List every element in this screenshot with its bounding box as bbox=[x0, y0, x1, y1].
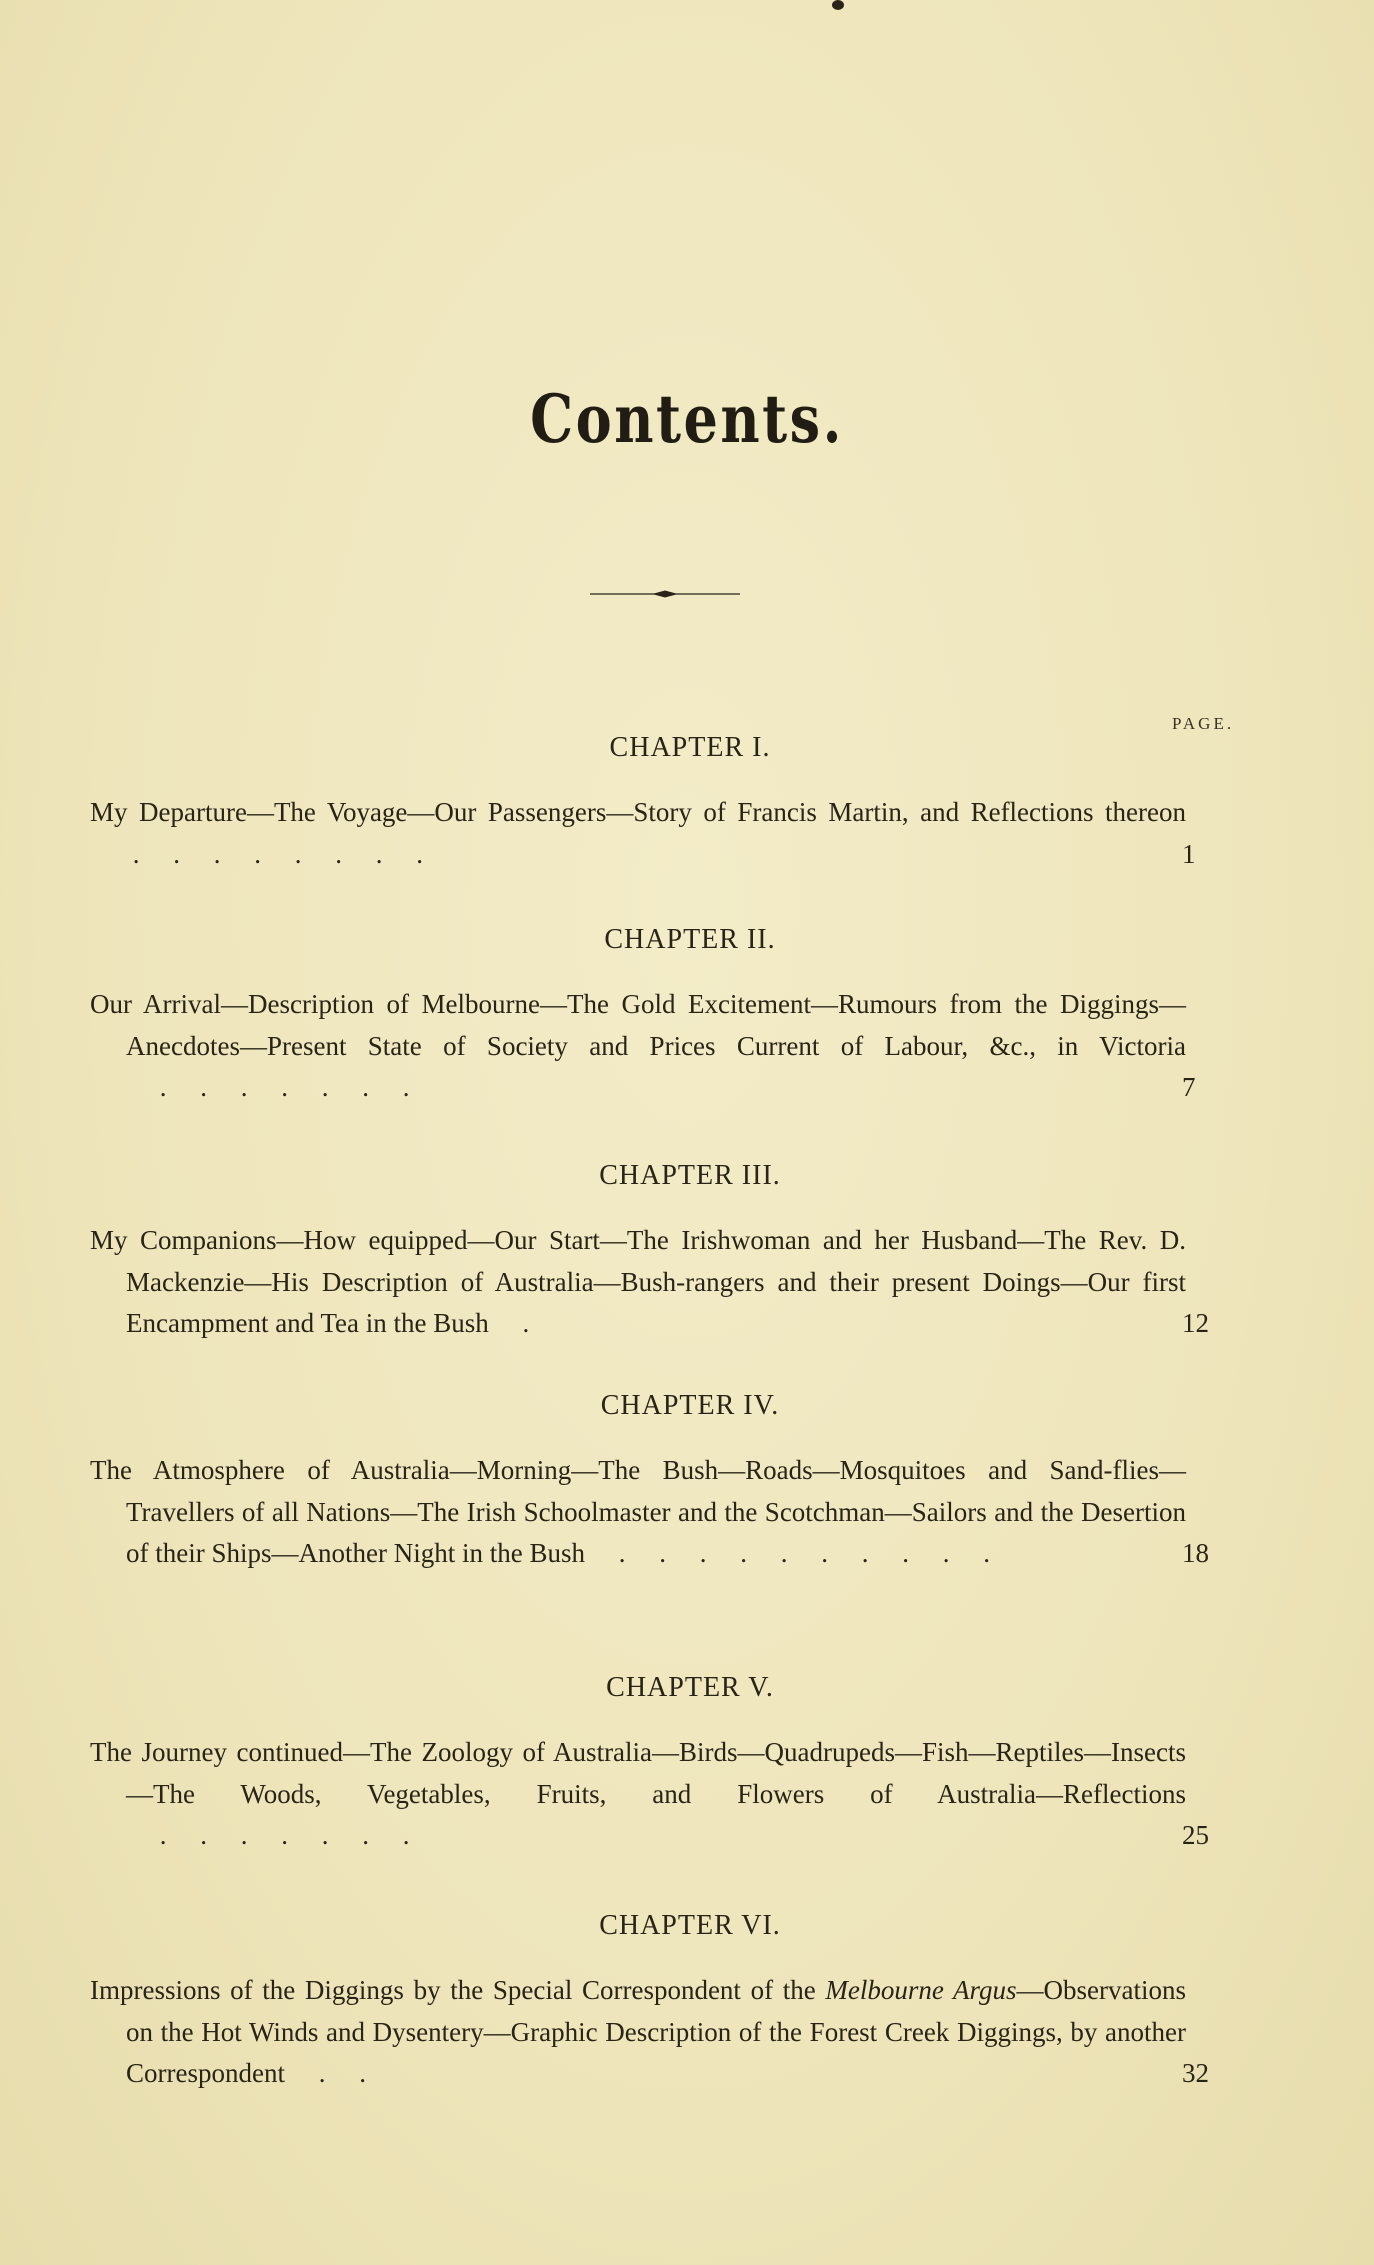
chapter-description-text: My Departure—The Voyage—Our Passengers—Story of Francis Martin, and Reflections thereon bbox=[90, 797, 1186, 827]
dot-leader: . . . . . . . . bbox=[126, 838, 423, 869]
newspaper-title: Melbourne Argus bbox=[825, 1975, 1017, 2005]
chapter-description: My Companions—How equipped—Our Start—The Irishwoman and her Husband—The Rev. D. Mackenzie—His Description of Australia—Bush-rangers and their present Doings—Our first Encampment and Tea in the Bush . 12 bbox=[90, 1225, 1209, 1338]
chapter-description-text: Impressions of the Diggings by the Special Correspondent of the bbox=[90, 1975, 826, 2005]
dot-leader: . . . . . . . bbox=[126, 1820, 410, 1850]
toc-entry-chapter-2 bbox=[90, 918, 1212, 1109]
chapter-description-text: Our Arrival—Description of Melbourne—The Gold Excitement—Rumours from the Diggings—Anecdotes—Present State of Society and Prices Current of Labour, &c., in Victoria bbox=[90, 989, 1186, 1061]
toc-entry-chapter-3 bbox=[90, 1154, 1212, 1345]
chapter-description: My Departure—The Voyage—Our Passengers—Story of Francis Martin, and Reflections thereon . . . . . . . . 1 bbox=[90, 797, 1196, 869]
chapter-description: Our Arrival—Description of Melbourne—The Gold Excitement—Rumours from the Diggings—Anecdotes—Present State of Society and Prices Current of Labour, &c., in Victoria . . . . . . . 7 bbox=[90, 989, 1196, 1102]
chapter-heading: CHAPTER I. bbox=[609, 732, 771, 763]
toc-entry-chapter-6 bbox=[90, 1904, 1212, 2095]
dot-leader: . bbox=[488, 1308, 530, 1338]
chapter-heading: CHAPTER IV. bbox=[600, 1390, 780, 1421]
chapter-description: The Journey continued—The Zoology of Australia—Birds—Quadrupeds—Fish—Reptiles—Insects—The Woods, Vegetables, Fruits, and Flowers of Australia—Reflections . . . . . . . 25 bbox=[90, 1737, 1209, 1850]
chapter-heading: CHAPTER V. bbox=[606, 1672, 774, 1703]
ornament-divider-icon bbox=[590, 590, 740, 598]
toc-entry-chapter-4 bbox=[90, 1384, 1212, 1575]
chapter-description-text: The Journey continued—The Zoology of Australia—Birds—Quadrupeds—Fish—Reptiles—Insects—The Woods, Vegetables, Fruits, and Flowers of Australia—Reflections bbox=[90, 1737, 1186, 1809]
chapter-description-text: —Observations on the Hot Winds and Dysentery—Graphic Description of the Forest Creek Diggings, by another Correspondent bbox=[126, 1975, 1186, 2088]
dot-leader: . . bbox=[284, 2058, 366, 2088]
page-column-label: PAGE. bbox=[1172, 714, 1235, 733]
toc-entry-chapter-5 bbox=[90, 1666, 1212, 1857]
chapter-heading: CHAPTER VI. bbox=[599, 1910, 781, 1941]
chapter-description-text: The Atmosphere of Australia—Morning—The Bush—Roads—Mosquitoes and Sand-flies—Travellers of all Nations—The Irish Schoolmaster and the Scotchman—Sailors and the Desertion of their Ships—Another Night in the Bush bbox=[90, 1455, 1186, 1568]
chapter-heading: CHAPTER III. bbox=[599, 1160, 781, 1191]
dot-leader: . . . . . . . . . . bbox=[584, 1538, 990, 1568]
ink-spot bbox=[832, 0, 844, 10]
chapter-description: The Atmosphere of Australia—Morning—The Bush—Roads—Mosquitoes and Sand-flies—Travellers of all Nations—The Irish Schoolmaster and the Scotchman—Sailors and the Desertion of their Ships—Another Night in the Bush . . . . . . . . . . 18 bbox=[90, 1455, 1209, 1568]
toc-entry-chapter-1 bbox=[90, 726, 1212, 875]
page-title: Contents. bbox=[530, 380, 844, 458]
chapter-description: Impressions of the Diggings by the Special Correspondent of the Melbourne Argus—Observations on the Hot Winds and Dysentery—Graphic Description of the Forest Creek Diggings, by another Correspondent . . 32 bbox=[90, 1975, 1209, 2088]
dot-leader: . . . . . . . bbox=[126, 1072, 410, 1102]
chapter-heading: CHAPTER II. bbox=[604, 924, 776, 955]
chapter-description-text: My Companions—How equipped—Our Start—The Irishwoman and her Husband—The Rev. D. Mackenzie—His Description of Australia—Bush-rangers and their present Doings—Our first Encampment and Tea in the Bush bbox=[90, 1225, 1186, 1338]
